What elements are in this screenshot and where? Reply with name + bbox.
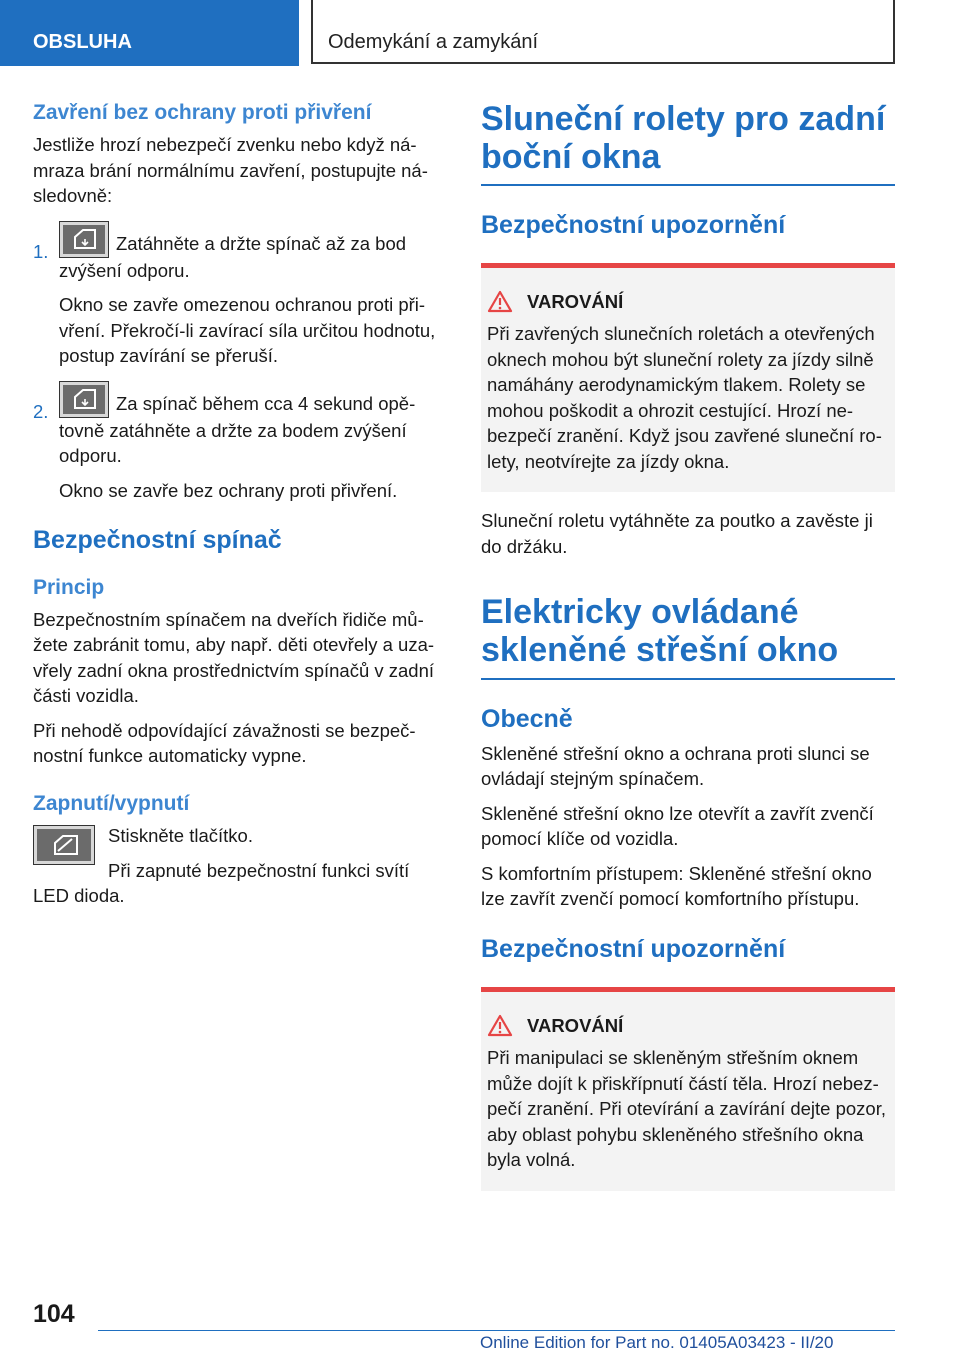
roof-text-1: Skleněné střešní okno a ochrana proti slunci se ovládají stejným spínačem. (481, 742, 870, 790)
right-column (481, 100, 895, 1207)
step-2 (33, 381, 445, 504)
warning-text: Při zavřených slunečních roletách a otevřených oknech mohou být sluneční rolety za jízdy silně namáhány aerodynamickým tlakem. Rolety se mohou poškodit a ohrozit cestující. Hrozí nebezpečí zranění. Když jsou zavřené sluneční rolety, neotvírejte za jízdy okna. (487, 323, 882, 472)
heading-closing-without-protection: Zavření bez ochrany proti přivření (33, 101, 372, 124)
warning-label: VAROVÁNÍ (527, 1014, 624, 1036)
principle-text-1: Bezpečnostním spínačem na dveřích řidiče můžete zabránit tomu, aby např. děti otevřely a uzavřely zadní okna prostřednictvím spínačů v zadní části vozidla. (33, 608, 435, 707)
on-off-text-1: Stiskněte tlačítko. (108, 825, 253, 846)
on-off-block (33, 823, 445, 909)
roof-text-3: S komfortním přístupem: Skleněné střešní okno lze zavřít zvenčí pomocí komfortního přístupu. (481, 862, 872, 910)
step-number: 2. (33, 400, 49, 422)
warning-box-roof (481, 987, 895, 1191)
title-sun-blinds: Sluneční rolety pro zadní boční okna (481, 100, 886, 177)
heading-blinds-safety: Bezpečnostní upozornění (481, 211, 786, 240)
warning-text: Při manipulaci se skleněným střešním oknem může dojít k přiskřípnutí částí těla. Hrozí nebezpečí zranění. Při otevírání a zavírání dejte pozor, aby oblast pohybu skleněného střešního okna byla volná. (487, 1047, 886, 1171)
warning-box-blinds (481, 263, 895, 492)
heading-principle: Princip (33, 575, 105, 599)
footer-rule (98, 1330, 895, 1331)
title-rule (481, 678, 895, 680)
left-column (33, 100, 445, 918)
step-text: Za spínač během cca 4 sekund opětovně zatáhněte a držte za bodem zvýšení odporu. (59, 392, 416, 467)
step-text: Zatáhněte a držte spínač až za bod zvýšení odporu. (59, 232, 407, 281)
window-switch-icon (59, 381, 109, 418)
heading-general: Obecně (481, 704, 573, 733)
edition-text: Online Edition for Part no. 01405A03423 - II/20 (480, 1333, 834, 1352)
chapter-title: Odemykání a zamykání (311, 0, 895, 64)
step-1 (33, 221, 445, 369)
closing-intro: Jestliže hrozí nebezpečí zvenku nebo když námraza brání normálnímu zavření, postupujte následovně: (33, 134, 428, 207)
page-number: 104 (33, 1300, 75, 1328)
principle-text-2: Při nehodě odpovídající závažnosti se bezpečnostní funkce automaticky vypne. (33, 719, 416, 767)
section-tab: OBSLUHA (0, 0, 299, 66)
child-lock-button-icon (33, 825, 95, 865)
step-note: Okno se zavře omezenou ochranou proti přivření. Překročí-li zavírací síla určitou hodnotu, postup zavírání se přeruší. (59, 294, 436, 367)
step-note: Okno se zavře bez ochrany proti přivření. (59, 479, 398, 501)
title-rule (481, 184, 895, 186)
blinds-instruction: Sluneční roletu vytáhněte za poutko a zavěste ji do držáku. (481, 510, 873, 557)
title-glass-sunroof: Elektricky ovládané skleněné střešní okno (481, 593, 839, 670)
heading-roof-safety: Bezpečnostní upozornění (481, 934, 786, 963)
page-header (0, 0, 960, 66)
warning-title (487, 1014, 887, 1037)
heading-safety-switch: Bezpečnostní spínač (33, 526, 282, 555)
on-off-text-2: Při zapnuté bezpečnostní funkci svítí LED dioda. (33, 859, 410, 906)
warning-triangle-icon (487, 1014, 513, 1037)
warning-title (487, 290, 887, 313)
window-switch-icon (59, 221, 109, 258)
step-number: 1. (33, 240, 49, 262)
roof-text-2: Skleněné střešní okno lze otevřít a zavřít zvenčí pomocí klíče od vozidla. (481, 802, 874, 850)
heading-on-off: Zapnutí/vypnutí (33, 791, 190, 815)
warning-label: VAROVÁNÍ (527, 290, 624, 312)
warning-triangle-icon (487, 290, 513, 313)
